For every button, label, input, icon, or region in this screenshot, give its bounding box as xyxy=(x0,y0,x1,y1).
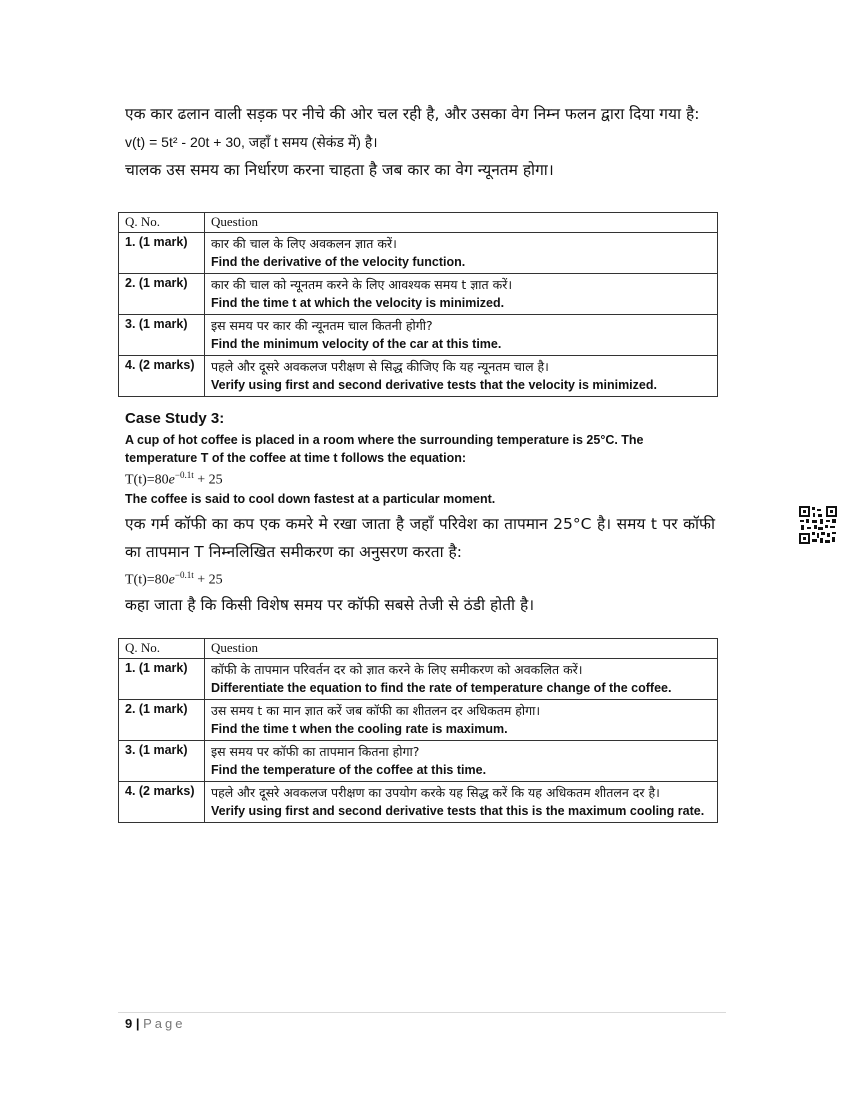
question-cell xyxy=(205,782,718,823)
table-header xyxy=(119,213,718,233)
case2-intro xyxy=(125,100,715,184)
page-label: Page xyxy=(143,1016,186,1031)
question-number: 1. (1 mark) xyxy=(119,659,205,700)
question-number: 2. (1 mark) xyxy=(119,274,205,315)
question-hindi: उस समय t का मान ज्ञात करें जब कॉफी का शीतलन दर अधिकतम होगा। xyxy=(211,703,541,718)
table-row xyxy=(119,741,718,782)
question-number: 3. (1 mark) xyxy=(119,315,205,356)
question-number: 2. (1 mark) xyxy=(119,700,205,741)
case2-line3: चालक उस समय का निर्धारण करना चाहता है जब कार का वेग न्यूनतम होगा। xyxy=(125,161,554,179)
equation-exponent: −0.1t xyxy=(174,470,194,480)
question-number: 3. (1 mark) xyxy=(119,741,205,782)
question-cell xyxy=(205,741,718,782)
table-row xyxy=(119,700,718,741)
question-cell xyxy=(205,659,718,700)
question-number: 4. (2 marks) xyxy=(119,782,205,823)
equation-exponent: −0.1t xyxy=(174,570,194,580)
question-cell xyxy=(205,274,718,315)
question-english: Find the time t when the cooling rate is maximum. xyxy=(211,722,508,736)
question-number: 1. (1 mark) xyxy=(119,233,205,274)
col-question-header: Question xyxy=(205,213,718,233)
case3-equation xyxy=(125,470,223,489)
table-row xyxy=(119,233,718,274)
question-number: 4. (2 marks) xyxy=(119,356,205,397)
equation-left: T(t)=80 xyxy=(125,572,169,588)
table-row xyxy=(119,782,718,823)
case3-note: The coffee is said to cool down fastest at a particular moment. xyxy=(125,492,496,506)
case2-line1: एक कार ढलान वाली सड़क पर नीचे की ओर चल रही है, और उसका वेग निम्न फलन द्वारा दिया गया है: xyxy=(125,105,700,123)
question-english: Find the derivative of the velocity function. xyxy=(211,255,466,269)
question-english: Differentiate the equation to find the rate of temperature change of the coffee. xyxy=(211,681,672,695)
equation-right: + 25 xyxy=(193,572,223,588)
case3-english-text: A cup of hot coffee is placed in a room where the surrounding temperature is 25°C. The temperature T of the coffee at time t follows the equation: xyxy=(125,433,644,465)
question-hindi: पहले और दूसरे अवकलज परीक्षण से सिद्ध कीजिए कि यह न्यूनतम चाल है। xyxy=(211,359,549,374)
col-qno-header: Q. No. xyxy=(119,639,205,659)
question-cell xyxy=(205,700,718,741)
question-hindi: पहले और दूसरे अवकलज परीक्षण का उपयोग करके यह सिद्ध करें कि यह अधिकतम शीतलन दर है। xyxy=(211,785,660,800)
question-english: Find the temperature of the coffee at this time. xyxy=(211,763,487,777)
question-english: Verify using first and second derivative tests that this is the maximum cooling rate. xyxy=(211,804,705,818)
page-footer xyxy=(125,1016,186,1031)
case3-equation-repeat xyxy=(125,570,223,589)
footer-divider xyxy=(118,1012,726,1013)
question-hindi: कॉफी के तापमान परिवर्तन दर को ज्ञात करने के लिए समीकरण को अवकलित करें। xyxy=(211,662,583,677)
col-qno-header: Q. No. xyxy=(119,213,205,233)
case3-hindi-text: एक गर्म कॉफी का कप एक कमरे मे रखा जाता है जहाँ परिवेश का तापमान 25°C है। समय t पर कॉफी का तापमान T निम्नलिखित समीकरण का अनुसरण करता है: xyxy=(125,515,715,561)
case3-title: Case Study 3: xyxy=(125,410,225,427)
case2-formula: v(t) = 5t² - 20t + 30, जहाँ t समय (सेकंड में) है। xyxy=(125,134,378,150)
case3-hindi-note: कहा जाता है कि किसी विशेष समय पर कॉफी सबसे तेजी से ठंडी होती है। xyxy=(125,596,535,614)
table-row xyxy=(119,659,718,700)
question-english: Find the minimum velocity of the car at this time. xyxy=(211,337,502,351)
question-hindi: इस समय पर कॉफी का तापमान कितना होगा? xyxy=(211,744,420,759)
question-english: Find the time t at which the velocity is minimized. xyxy=(211,296,505,310)
page-number: 9 xyxy=(125,1016,133,1031)
case3-question-table xyxy=(118,638,718,823)
col-question-header: Question xyxy=(205,639,718,659)
question-hindi: इस समय पर कार की न्यूनतम चाल कितनी होगी? xyxy=(211,318,433,333)
equation-right: + 25 xyxy=(193,472,223,488)
equation-left: T(t)=80 xyxy=(125,472,169,488)
equation-e: e xyxy=(168,472,175,488)
page-separator: | xyxy=(135,1016,140,1031)
question-hindi: कार की चाल के लिए अवकलन ज्ञात करें। xyxy=(211,236,397,251)
question-english: Verify using first and second derivative tests that the velocity is minimized. xyxy=(211,378,657,392)
question-hindi: कार की चाल को न्यूनतम करने के लिए आवश्यक समय t ज्ञात करें। xyxy=(211,277,513,292)
question-cell xyxy=(205,356,718,397)
qr-code-icon xyxy=(798,505,838,545)
question-cell xyxy=(205,233,718,274)
table-row xyxy=(119,315,718,356)
equation-e: e xyxy=(168,572,175,588)
table-header xyxy=(119,639,718,659)
table-row xyxy=(119,274,718,315)
question-cell xyxy=(205,315,718,356)
case2-question-table xyxy=(118,212,718,397)
table-row xyxy=(119,356,718,397)
